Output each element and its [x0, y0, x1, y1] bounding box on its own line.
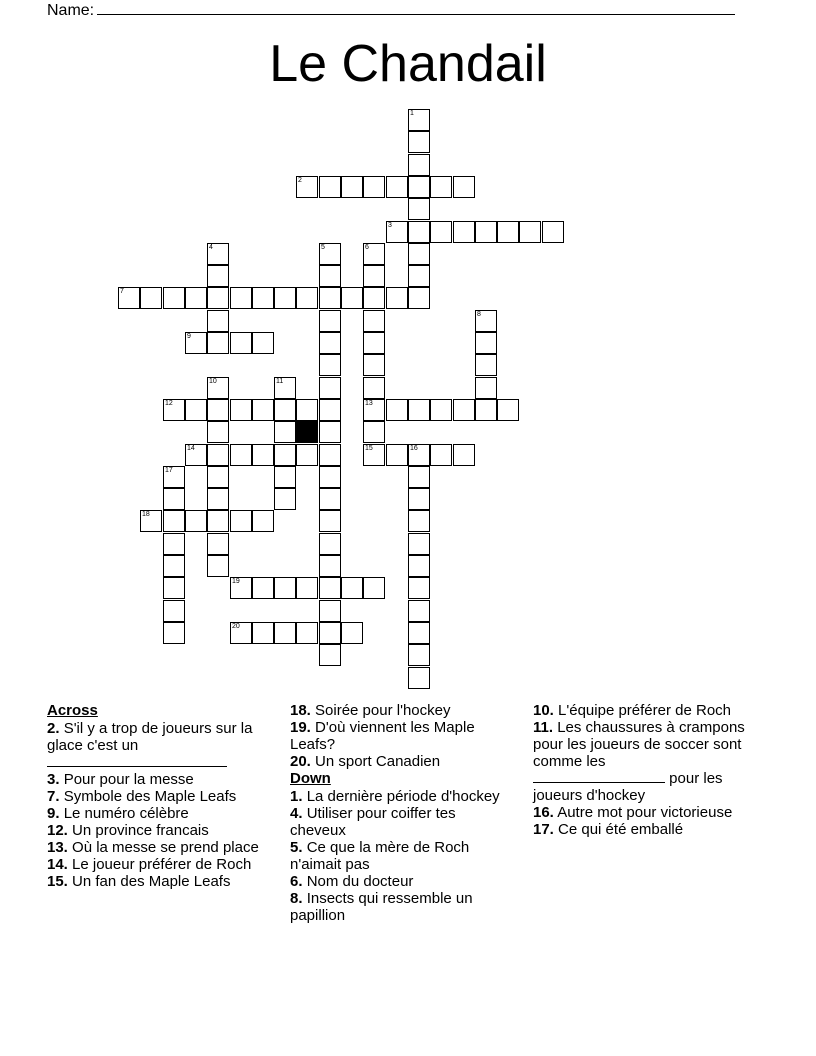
clue-number: 15	[365, 445, 373, 452]
clue-down-8: 8. Insects qui ressemble un papillion	[290, 890, 473, 924]
clue-down-1: 1. La dernière période d'hockey	[290, 788, 500, 805]
grid-cell[interactable]	[207, 310, 229, 332]
grid-cell[interactable]	[207, 332, 229, 354]
clue-across-14: 14. Le joueur préférer de Roch	[47, 856, 252, 873]
grid-cell[interactable]	[408, 533, 430, 555]
grid-cell[interactable]	[386, 399, 408, 421]
grid-cell[interactable]	[408, 265, 430, 287]
grid-cell[interactable]	[408, 287, 430, 309]
grid-cell[interactable]	[185, 332, 207, 354]
grid-cell[interactable]	[363, 243, 385, 265]
grid-cell[interactable]	[363, 377, 385, 399]
clue-across-2: 2. S'il y a trop de joueurs sur la glace c'est un	[47, 720, 272, 771]
clue-down-5: 5. Ce que la mère de Roch n'aimait pas	[290, 839, 470, 873]
grid-cell[interactable]	[118, 287, 140, 309]
grid-cell[interactable]	[319, 600, 341, 622]
grid-cell[interactable]	[207, 421, 229, 443]
clue-number: 5	[321, 244, 325, 251]
clue-number: 14	[187, 445, 195, 452]
grid-cell[interactable]	[408, 243, 430, 265]
grid-cell[interactable]	[497, 221, 519, 243]
grid-cell[interactable]	[408, 577, 430, 599]
grid-cell[interactable]	[274, 444, 296, 466]
clue-number: 6	[365, 244, 369, 251]
grid-cell[interactable]	[296, 176, 318, 198]
grid-cell[interactable]	[207, 399, 229, 421]
grid-cell[interactable]	[408, 555, 430, 577]
clue-number: 18	[142, 511, 150, 518]
grid-cell[interactable]	[363, 265, 385, 287]
grid-cell[interactable]	[207, 510, 229, 532]
name-field[interactable]	[97, 0, 735, 15]
clue-blank	[47, 754, 227, 767]
grid-cell[interactable]	[296, 287, 318, 309]
clue-number: 17	[165, 467, 173, 474]
grid-cell[interactable]	[274, 287, 296, 309]
grid-cell[interactable]	[319, 265, 341, 287]
clue-number: 19	[232, 578, 240, 585]
grid-cell[interactable]	[252, 622, 274, 644]
grid-cell[interactable]	[475, 221, 497, 243]
grid-cell[interactable]	[341, 176, 363, 198]
clue-across-20: 20. Un sport Canadien	[290, 753, 441, 770]
grid-cell[interactable]	[363, 421, 385, 443]
grid-cell[interactable]	[185, 444, 207, 466]
clues-column-2	[290, 702, 515, 924]
grid-cell[interactable]	[163, 555, 185, 577]
grid-cell[interactable]	[363, 444, 385, 466]
grid-cell[interactable]	[185, 287, 207, 309]
clue-number: 16	[410, 445, 418, 452]
grid-cell[interactable]	[163, 622, 185, 644]
grid-cell[interactable]	[453, 444, 475, 466]
clue-number: 7	[120, 288, 124, 295]
grid-cell[interactable]	[475, 399, 497, 421]
grid-cell[interactable]	[230, 399, 252, 421]
grid-cell[interactable]	[163, 577, 185, 599]
clue-number: 2	[298, 177, 302, 184]
grid-cell[interactable]	[230, 510, 252, 532]
grid-cell[interactable]	[319, 377, 341, 399]
name-label: Name:	[47, 2, 95, 19]
grid-cell[interactable]	[140, 287, 162, 309]
grid-cell[interactable]	[363, 287, 385, 309]
grid-cell[interactable]	[296, 399, 318, 421]
clue-across-15: 15. Un fan des Maple Leafs	[47, 873, 231, 890]
grid-cell[interactable]	[207, 488, 229, 510]
grid-cell[interactable]	[408, 198, 430, 220]
grid-cell[interactable]	[319, 444, 341, 466]
grid-cell[interactable]	[386, 176, 408, 198]
clues-column-3	[533, 702, 758, 838]
grid-cell[interactable]	[163, 533, 185, 555]
grid-cell[interactable]	[163, 466, 185, 488]
grid-cell[interactable]	[408, 644, 430, 666]
grid-cell[interactable]	[319, 310, 341, 332]
grid-cell[interactable]	[408, 176, 430, 198]
grid-cell[interactable]	[207, 444, 229, 466]
grid-cell[interactable]	[475, 310, 497, 332]
grid-cell[interactable]	[408, 399, 430, 421]
clue-down-6: 6. Nom du docteur	[290, 873, 414, 890]
clues-column-1	[47, 702, 272, 890]
clue-across-13: 13. Où la messe se prend place	[47, 839, 259, 856]
grid-cell[interactable]	[319, 399, 341, 421]
clue-number: 20	[232, 623, 240, 630]
grid-cell[interactable]	[185, 399, 207, 421]
name-line	[47, 0, 735, 20]
grid-cell[interactable]	[363, 176, 385, 198]
grid-cell[interactable]	[296, 577, 318, 599]
clue-number: 9	[187, 333, 191, 340]
grid-cell[interactable]	[296, 622, 318, 644]
clue-down-11: 11. Les chaussures à crampons pour les joueurs de soccer sont comme les pour les joueurs d'hockey	[533, 719, 745, 804]
grid-cell[interactable]	[319, 533, 341, 555]
grid-cell[interactable]	[230, 577, 252, 599]
grid-cell[interactable]	[475, 354, 497, 376]
grid-cell[interactable]	[430, 444, 452, 466]
grid-cell[interactable]	[252, 287, 274, 309]
grid-cell[interactable]	[408, 510, 430, 532]
grid-cell[interactable]	[363, 577, 385, 599]
grid-cell[interactable]	[296, 444, 318, 466]
grid-cell[interactable]	[207, 555, 229, 577]
grid-cell[interactable]	[386, 287, 408, 309]
grid-cell[interactable]	[207, 265, 229, 287]
grid-cell[interactable]	[408, 667, 430, 689]
grid-cell[interactable]	[252, 332, 274, 354]
grid-cell[interactable]	[319, 287, 341, 309]
grid-cell[interactable]	[319, 488, 341, 510]
grid-cell[interactable]	[163, 399, 185, 421]
grid-cell[interactable]	[319, 577, 341, 599]
grid-cell[interactable]	[230, 444, 252, 466]
grid-cell[interactable]	[274, 577, 296, 599]
grid-cell[interactable]	[207, 466, 229, 488]
clue-number: 10	[209, 378, 217, 385]
grid-cell[interactable]	[408, 131, 430, 153]
grid-cell[interactable]	[230, 287, 252, 309]
grid-cell[interactable]	[274, 399, 296, 421]
grid-cell[interactable]	[185, 510, 207, 532]
grid-cell[interactable]	[319, 466, 341, 488]
grid-cell[interactable]	[453, 221, 475, 243]
grid-cell[interactable]	[519, 221, 541, 243]
grid-cell[interactable]	[274, 466, 296, 488]
grid-cell[interactable]	[475, 377, 497, 399]
grid-cell[interactable]	[542, 221, 564, 243]
clue-number: 3	[388, 222, 392, 229]
grid-cell[interactable]	[341, 577, 363, 599]
grid-cell[interactable]	[497, 399, 519, 421]
grid-cell[interactable]	[341, 287, 363, 309]
clue-blank	[533, 770, 665, 783]
grid-cell[interactable]	[207, 377, 229, 399]
down-heading: Down	[290, 770, 331, 787]
grid-cell[interactable]	[230, 622, 252, 644]
clue-number: 4	[209, 244, 213, 251]
grid-cell[interactable]	[408, 444, 430, 466]
clue-number: 11	[276, 378, 284, 385]
clue-number: 13	[365, 400, 373, 407]
grid-cell[interactable]	[274, 421, 296, 443]
grid-cell[interactable]	[319, 555, 341, 577]
grid-cell[interactable]	[163, 510, 185, 532]
grid-cell[interactable]	[430, 221, 452, 243]
grid-cell[interactable]	[274, 622, 296, 644]
black-square	[296, 421, 318, 443]
grid-cell[interactable]	[408, 488, 430, 510]
grid-cell[interactable]	[319, 622, 341, 644]
grid-cell[interactable]	[386, 221, 408, 243]
grid-cell[interactable]	[408, 109, 430, 131]
grid-cell[interactable]	[475, 332, 497, 354]
grid-cell[interactable]	[163, 287, 185, 309]
clue-number: 12	[165, 400, 173, 407]
clue-number: 8	[477, 311, 481, 318]
grid-cell[interactable]	[408, 622, 430, 644]
grid-cell[interactable]	[319, 332, 341, 354]
grid-cell[interactable]	[453, 399, 475, 421]
grid-cell[interactable]	[363, 310, 385, 332]
grid-cell[interactable]	[319, 243, 341, 265]
grid-cell[interactable]	[453, 176, 475, 198]
clue-down-17: 17. Ce qui été emballé	[533, 821, 684, 838]
grid-cell[interactable]	[408, 466, 430, 488]
grid-cell[interactable]	[319, 354, 341, 376]
grid-cell[interactable]	[363, 354, 385, 376]
clue-across-19: 19. D'où viennent les Maple Leafs?	[290, 719, 475, 753]
grid-cell[interactable]	[207, 533, 229, 555]
grid-cell[interactable]	[363, 399, 385, 421]
grid-cell[interactable]	[408, 221, 430, 243]
grid-cell[interactable]	[274, 377, 296, 399]
grid-cell[interactable]	[319, 510, 341, 532]
clue-across-12: 12. Un province francais	[47, 822, 209, 839]
grid-cell[interactable]	[319, 176, 341, 198]
grid-cell[interactable]	[341, 622, 363, 644]
grid-cell[interactable]	[252, 444, 274, 466]
grid-cell[interactable]	[408, 600, 430, 622]
clue-across-9: 9. Le numéro célèbre	[47, 805, 189, 822]
grid-cell[interactable]	[430, 399, 452, 421]
page-title: Le Chandail	[269, 35, 547, 93]
grid-cell[interactable]	[207, 287, 229, 309]
grid-cell[interactable]	[386, 444, 408, 466]
grid-cell[interactable]	[252, 399, 274, 421]
grid-cell[interactable]	[430, 176, 452, 198]
grid-cell[interactable]	[319, 421, 341, 443]
grid-cell[interactable]	[140, 510, 162, 532]
grid-cell[interactable]	[408, 154, 430, 176]
clue-across-3: 3. Pour pour la messe	[47, 771, 194, 788]
clue-number: 1	[410, 110, 414, 117]
clue-down-10: 10. L'équipe préférer de Roch	[533, 702, 732, 719]
grid-cell[interactable]	[252, 577, 274, 599]
clue-down-4: 4. Utiliser pour coiffer tes cheveux	[290, 805, 456, 839]
clue-across-7: 7. Symbole des Maple Leafs	[47, 788, 237, 805]
clue-down-16: 16. Autre mot pour victorieuse	[533, 804, 733, 821]
grid-cell[interactable]	[319, 644, 341, 666]
grid-cell[interactable]	[230, 332, 252, 354]
grid-cell[interactable]	[252, 510, 274, 532]
clue-across-18: 18. Soirée pour l'hockey	[290, 702, 451, 719]
across-heading: Across	[47, 702, 98, 719]
grid-cell[interactable]	[274, 488, 296, 510]
grid-cell[interactable]	[207, 243, 229, 265]
grid-cell[interactable]	[163, 488, 185, 510]
grid-cell[interactable]	[163, 600, 185, 622]
grid-cell[interactable]	[363, 332, 385, 354]
